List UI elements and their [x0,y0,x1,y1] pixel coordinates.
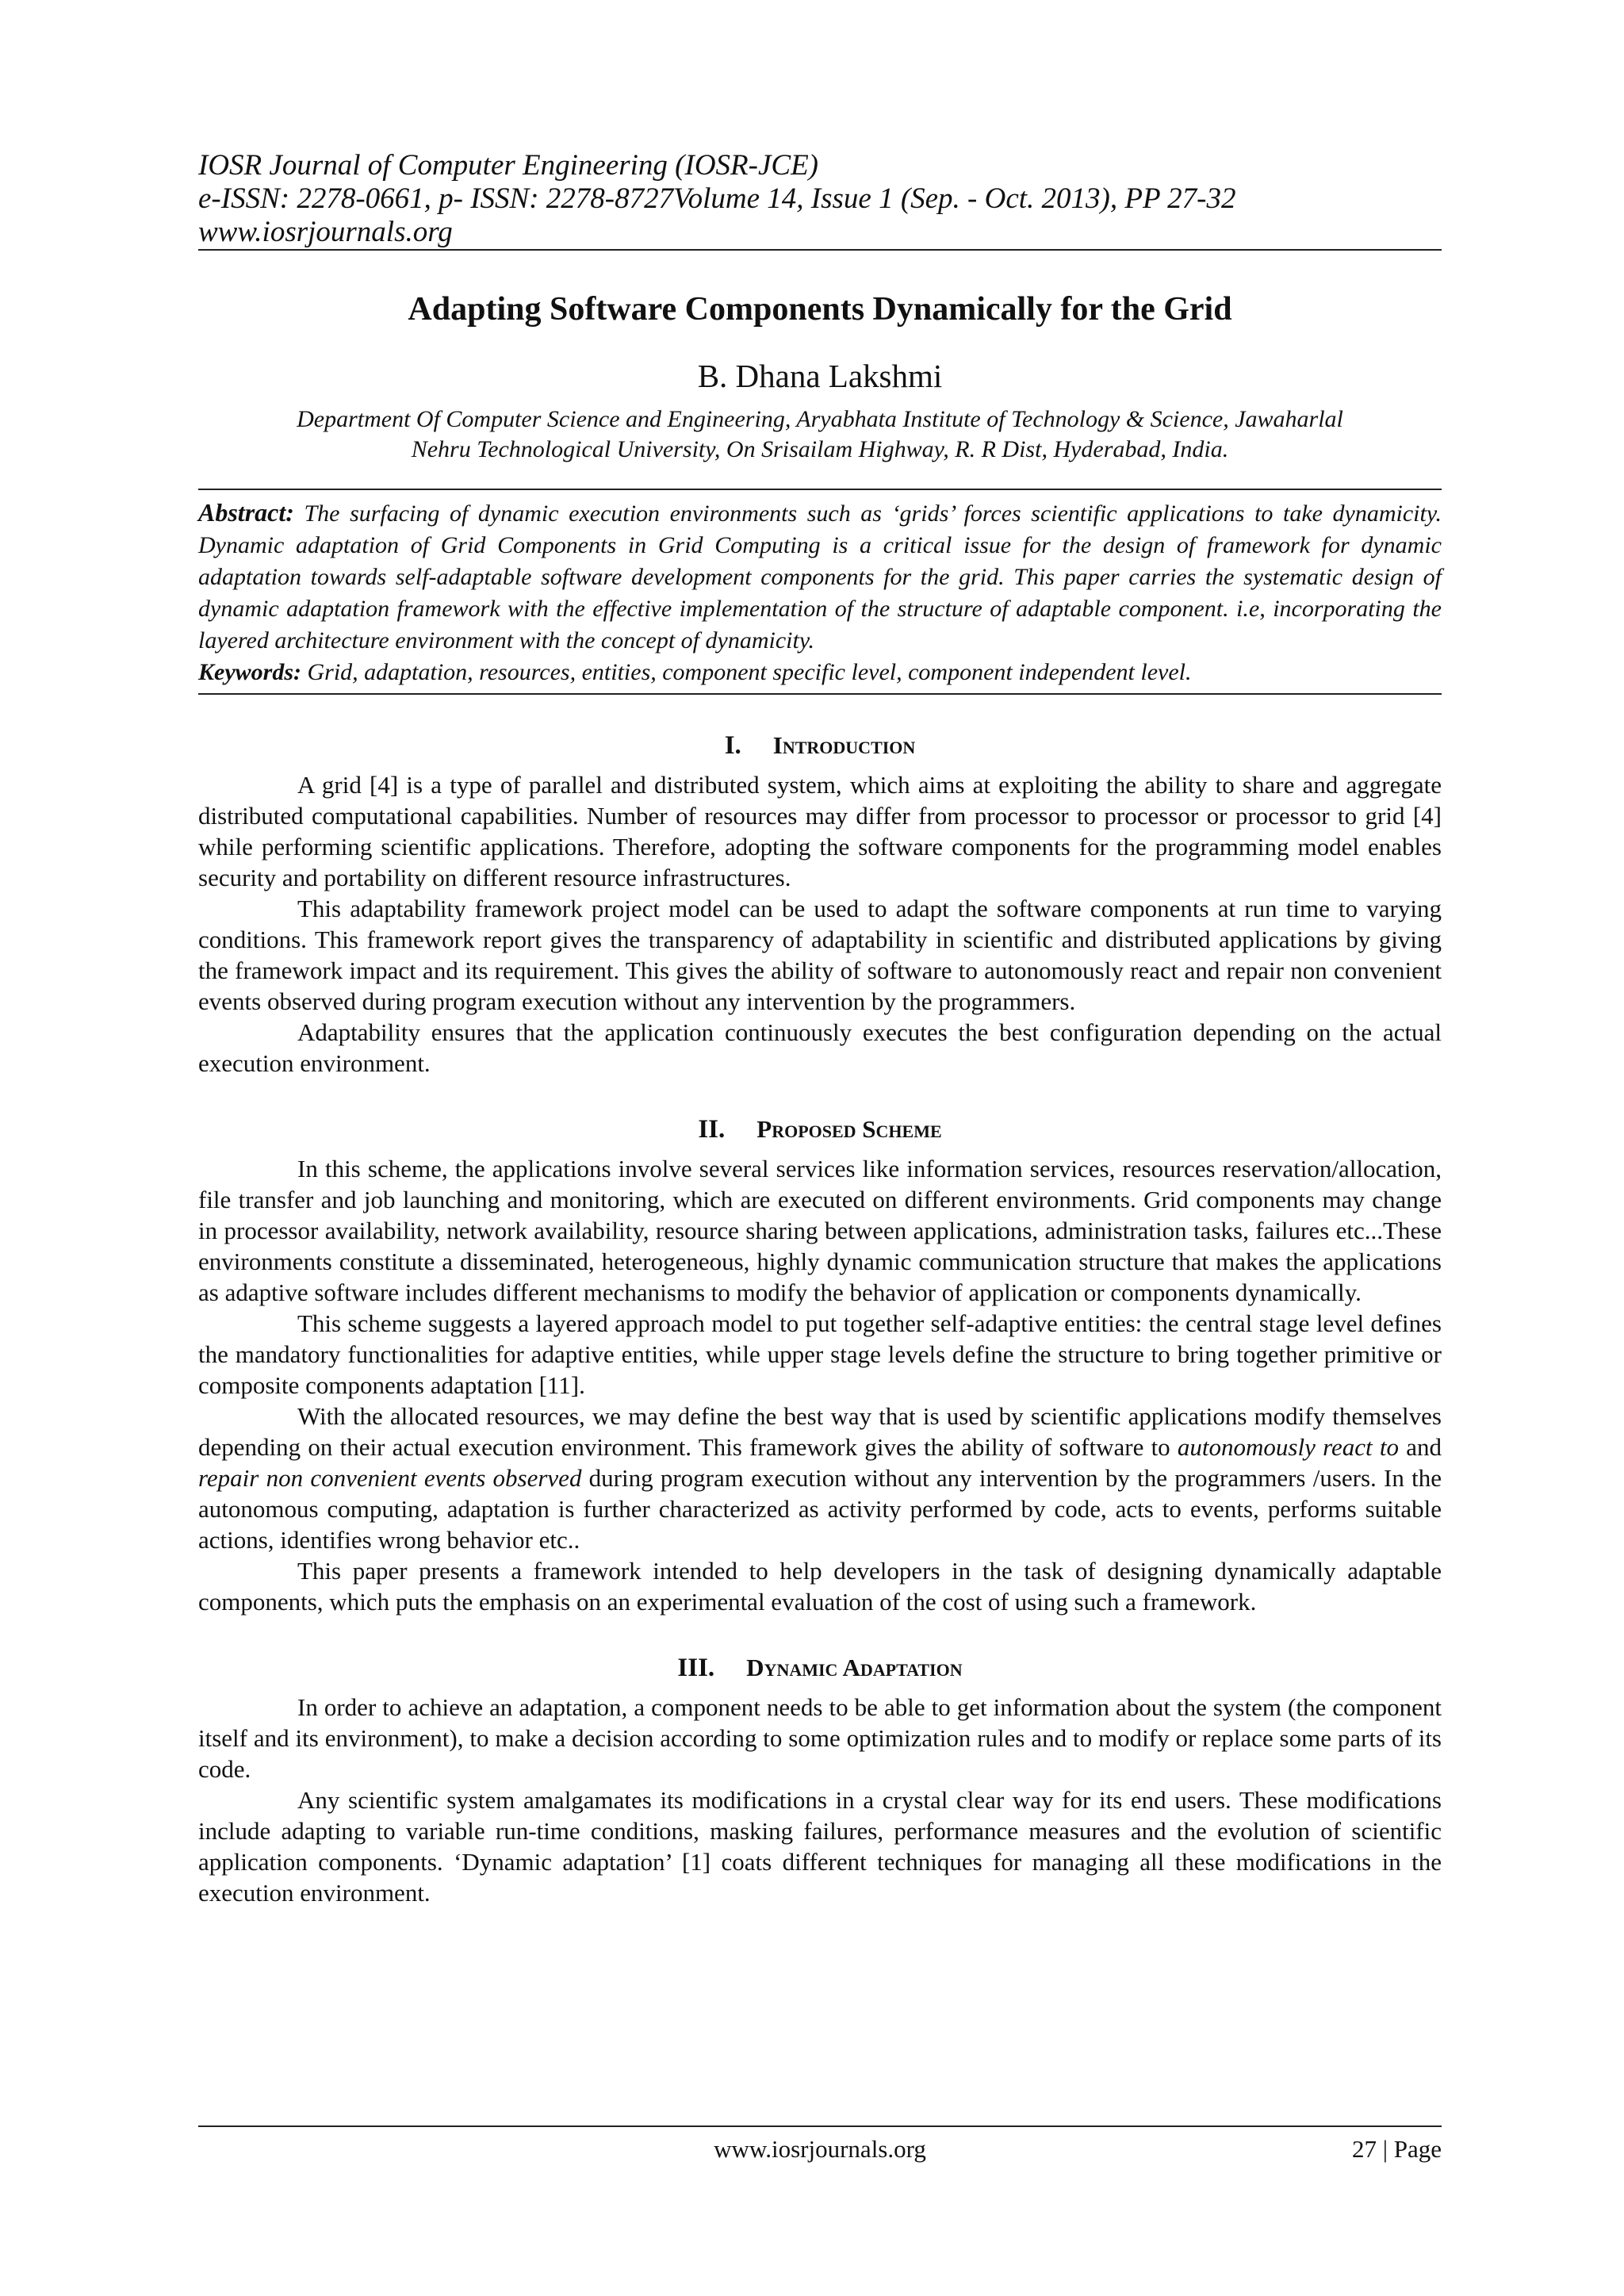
section-name: Proposed Scheme [756,1115,942,1143]
emphasis-text: repair non convenient events observed [198,1464,582,1492]
emphasis-text: autonomously react to [1177,1433,1399,1461]
section-name: Introduction [772,731,916,759]
footer-row [198,2135,1442,2170]
text-run: and [1399,1433,1442,1461]
paragraph: This scheme suggests a layered approach model to put together self-adaptive entities: the central stage level defines the mandatory functionalities for adaptive entities, while upper stage levels define the structure to bring together primitive or composite components adaptation [11]. [198,1309,1442,1399]
abstract [198,496,1442,657]
journal-header [198,149,1442,249]
header-rule [198,249,1442,251]
footer-rule [198,2125,1442,2127]
paper-page [198,149,1442,1908]
section-heading-dynamic-adaptation [198,1652,1442,1684]
section-number: III. [677,1654,715,1682]
journal-name: IOSR Journal of Computer Engineering (IOSR-JCE) [198,149,818,182]
paragraph: This paper presents a framework intended to help developers in the task of designing dynamically adaptable components, which puts the emphasis on an experimental evaluation of the cost of using such a framework. [198,1557,1442,1616]
paragraph: Any scientific system amalgamates its modifications in a crystal clear way for its end users. These modifications include adapting to variable run-time conditions, masking failures, performance measures and the evolution of scientific application components. ‘Dynamic adaptation’ [1] coats different techniques for managing all these modifications in the execution environment. [198,1786,1442,1907]
abstract-top-rule [198,489,1442,490]
paragraph-with-emphasis [198,1401,1442,1555]
journal-website: www.iosrjournals.org [198,216,453,248]
section-name: Dynamic Adaptation [746,1654,963,1681]
keywords-label: Keywords: [198,659,301,685]
paragraph: In order to achieve an adaptation, a component needs to be able to get information about the system (the component itself and its environment), to make a decision according to some optimization rules and to modify or replace some parts of its code. [198,1693,1442,1783]
keywords [198,657,1442,688]
keywords-text: Grid, adaptation, resources, entities, component specific level, component independent level. [307,659,1192,685]
abstract-text: The surfacing of dynamic execution environments such as ‘grids’ forces scientific applications to take dynamicity. Dynamic adaptation of Grid Components in Grid Computing is a critical issue for the design of framework for dynamic adaptation towards self-adaptable software development components for the grid. This paper carries the systematic design of dynamic adaptation framework with the effective implementation of the structure of adaptable component. i.e, incorporating the layered architecture environment with the concept of dynamicity. [198,500,1442,654]
paragraph: This adaptability framework project model can be used to adapt the software components at run time to varying conditions. This framework report gives the transparency of adaptability in scientific and distributed applications by giving the framework impact and its requirement. This gives the ability of software to autonomously react and repair non convenient events observed during program execution without any intervention by the programmers. [198,895,1442,1015]
abstract-bottom-rule [198,693,1442,695]
paragraph: In this scheme, the applications involve several services like information services, resources reservation/allocation, file transfer and job launching and monitoring, which are executed on different environments. Grid components may change in processor availability, network availability, resource sharing between applications, administration tasks, failures etc...These environments constitute a disseminated, heterogeneous, highly dynamic communication structure that makes the applications as adaptive software includes different mechanisms to modify the behavior of application or components dynamically. [198,1155,1442,1306]
author-affiliation-line1: Department Of Computer Science and Engineering, Aryabhata Institute of Technology & Science, Jawaharlal [297,406,1343,432]
page-footer [198,2125,1442,2170]
paper-author: B. Dhana Lakshmi [697,358,943,394]
footer-website: www.iosrjournals.org [714,2135,926,2163]
section-number: II. [698,1115,726,1144]
author-affiliation-line2: Nehru Technological University, On Srisailam Highway, R. R Dist, Hyderabad, India. [411,436,1229,462]
paper-title: Adapting Software Components Dynamically for the Grid [408,291,1232,328]
section-heading-introduction [198,730,1442,761]
abstract-label: Abstract: [198,498,294,527]
text-run: during program execution without any intervention by the programmers /users. In the autonomous computing, adaptation is further characterized as activity performed by code, acts to events, performs suitable actions, identifies wrong behavior etc.. [198,1464,1442,1554]
section-number: I. [724,731,741,760]
journal-issn: e-ISSN: 2278-0661, p- ISSN: 2278-8727Volume 14, Issue 1 (Sep. - Oct. 2013), PP 27-32 [198,182,1236,215]
paragraph: A grid [4] is a type of parallel and distributed system, which aims at exploiting the ability to share and aggregate distributed computational capabilities. Number of resources may differ from processor to processor or processor to grid [4] while performing scientific applications. Therefore, adopting the software components for the programming model enables security and portability on different resource infrastructures. [198,771,1442,891]
section-heading-proposed-scheme [198,1114,1442,1145]
page-number: 27 | Page [1352,2135,1442,2163]
paragraph: Adaptability ensures that the application continuously executes the best configuration depending on the actual execution environment. [198,1018,1442,1077]
text-run: With the allocated resources, we may define the best way that is used by scientific applications modify themselves depending on their actual execution environment. This framework gives the ability of software to [198,1402,1442,1461]
